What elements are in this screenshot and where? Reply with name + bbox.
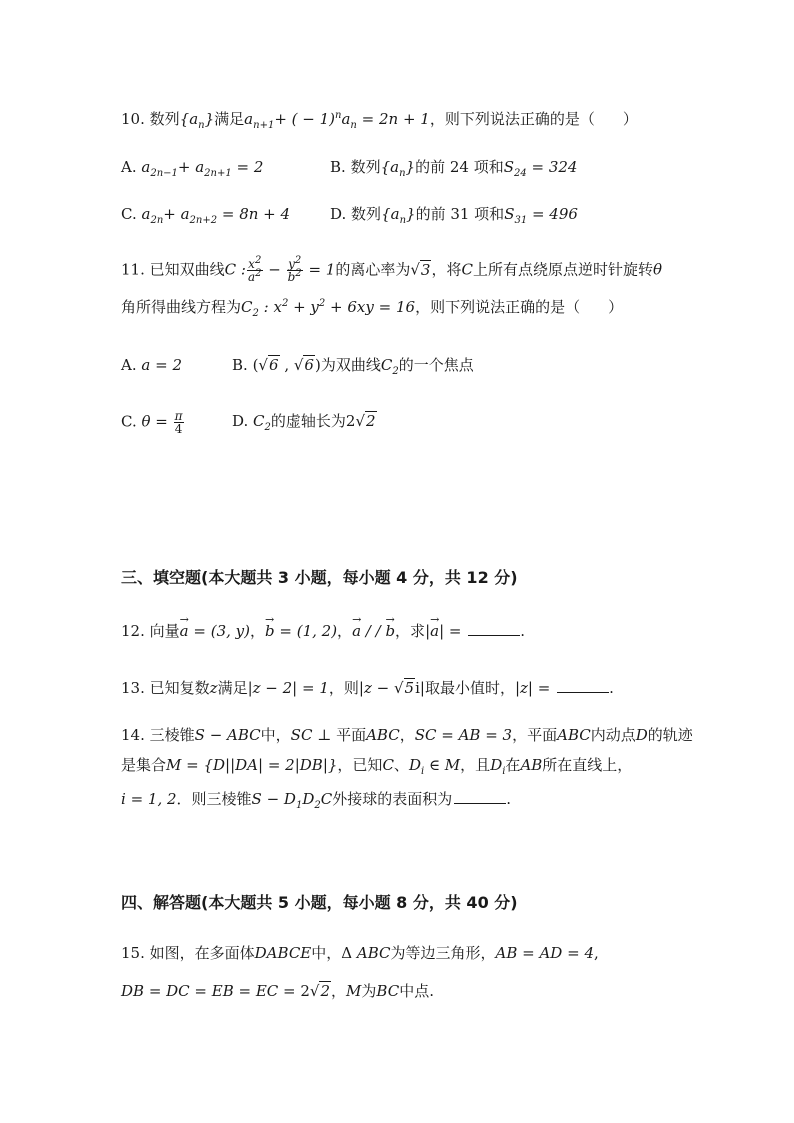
- q10-number: 10.: [121, 110, 145, 128]
- q10-option-c: C. $a_{2n}+ a_{2n+2} = 8n + 4$: [121, 205, 291, 226]
- q15-number: 15.: [121, 944, 145, 962]
- q12-answer-blank: [468, 621, 520, 636]
- q12: 12. 向量→ a = (3, y)，→ b = (1, 2)，→ a / / → b，求|→ a| = .: [121, 620, 525, 642]
- q13-number: 13.: [121, 679, 145, 697]
- q15-line1: 15. 如图，在多面体DABCE中，Δ ABC为等边三角形，AB = AD = 4,: [121, 944, 599, 962]
- q11-option-d: D. $C_2$的虚轴长为2√2: [232, 412, 376, 433]
- q11-number: 11.: [121, 260, 145, 279]
- q14-number: 14.: [121, 726, 145, 744]
- q15-line2: DB = DC = EB = EC = 2√2，M为BC中点.: [121, 982, 434, 1000]
- section-4-heading: 四、解答题(本大题共 5 小题，每小题 8 分，共 40 分): [121, 893, 518, 912]
- q11-option-b: B. (√6 , √6)为双曲线$C_2$的一个焦点: [232, 356, 474, 377]
- q10-option-d: D. 数列$\{a_n\}$的前 31 项和$S_{31} = 496$: [330, 205, 578, 226]
- q13-answer-blank: [557, 678, 609, 693]
- q10-option-a: A. $a_{2n-1}+ a_{2n+1} = 2$: [121, 158, 264, 179]
- q13: 13. 已知复数z满足|z − 2| = 1，则|z − √5i|取最小值时，|z| = .: [121, 679, 614, 697]
- q14-answer-blank: [454, 789, 506, 804]
- q14-line3: i = 1, 2．则三棱锥$S - D_1D_2C$外接球的表面积为 .: [121, 790, 512, 811]
- q10-option-b: B. 数列$\{a_n\}$的前 24 项和$S_{24} = 324$: [330, 158, 578, 179]
- q11-stem-line2: 角所得曲线方程为$C_2$ : $x^2 + y^2 + 6xy = 16$，则下列说法正确的是（ ）: [121, 298, 624, 319]
- q11-stem-line1: 11. 已知双曲线C : $\frac{x^2}{a^2}$ − $\frac{y^2}{b^2}$ = 1的离心率为√3，将C上所有点绕原点逆时针旋转θ: [121, 255, 662, 284]
- section-3-heading: 三、填空题(本大题共 3 小题，每小题 4 分，共 12 分): [121, 568, 518, 587]
- q14-line2: 是集合M = {D||DA| = 2|DB|}，已知C、$D_i$ ∈ M，且$D_i$在AB所在直线上，: [121, 756, 633, 777]
- q10-stem: 10. 数列$\{a_n\}$满足$a_{n+1}+$ ( − $1)^na_n = 2n + 1$，则下列说法正确的是（ ）: [121, 110, 638, 131]
- q14-line1: 14. 三棱锥S − ABC中，SC ⊥ 平面ABC，SC = AB = 3，平面ABC内动点D的轨迹: [121, 726, 693, 744]
- q12-number: 12.: [121, 622, 145, 640]
- q11-option-c: C. θ = $\frac{\pi}{4}$: [121, 409, 183, 436]
- q11-option-a: A. a = 2: [121, 356, 182, 374]
